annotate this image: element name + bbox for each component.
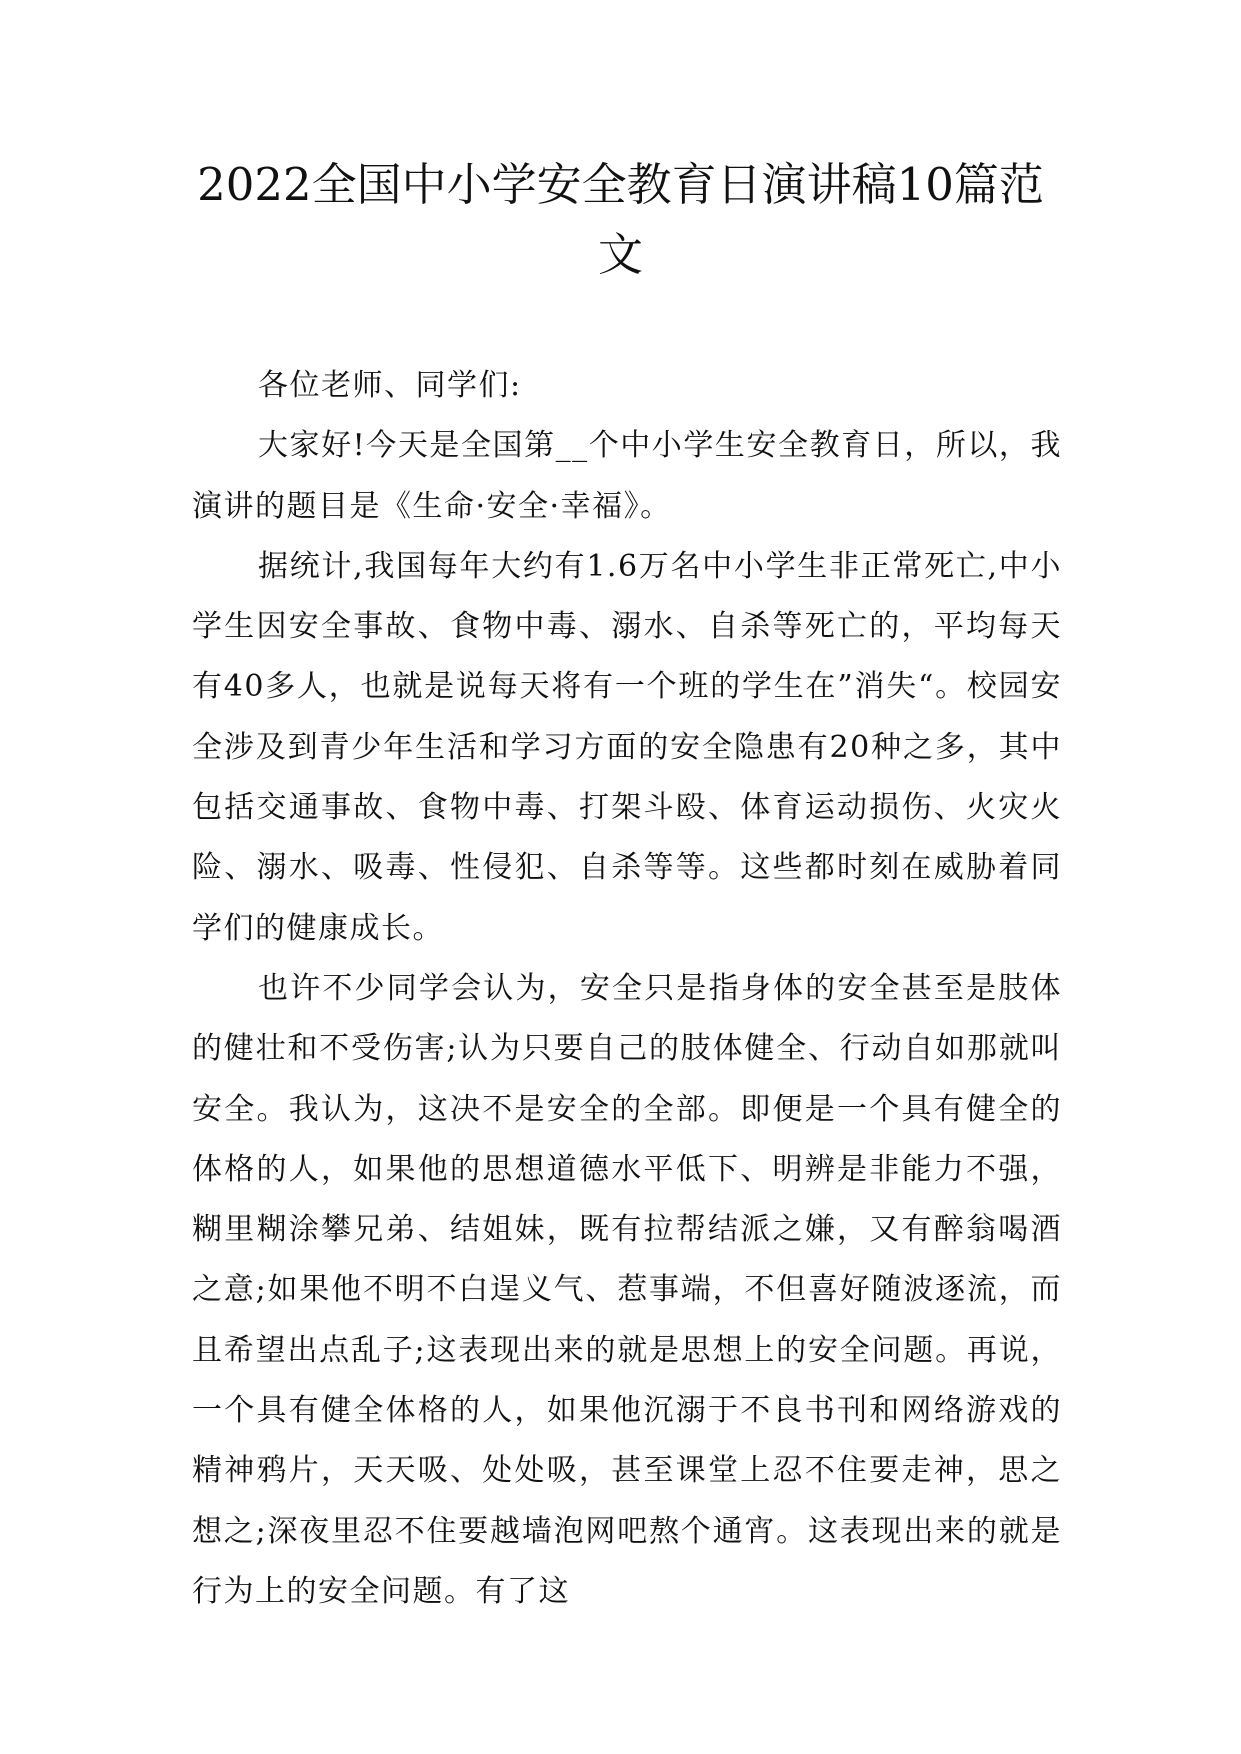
paragraph-safety-meaning: 也许不少同学会认为，安全只是指身体的安全甚至是肢体的健壮和不受伤害;认为只要自己的肢体健全、行动自如那就叫安全。我认为，这决不是安全的全部。即便是一个具有健全的体格的人，如果他的思想道德水平低下、明辨是非能力不强，糊里糊涂攀兄弟、结姐妹，既有拉帮结派之嫌，又有醉翁喝酒之意;如果他不明不白逞义气、惹事端，不但喜好随波逐流，而且希望出点乱子;这表现出来的就是思想上的安全问题。再说，一个具有健全体格的人，如果他沉溺于不良书刊和网络游戏的精神鸦片，天天吸、处处吸，甚至课堂上忍不住要走神，思之想之;深夜里忍不住要越墙泡网吧熬个通宵。这表现出来的就是行为上的安全问题。有了这 (192, 970, 1062, 1609)
document-title: 2022全国中小学安全教育日演讲稿10篇范文 (197, 158, 1044, 281)
paragraph-statistics: 据统计,我国每年大约有1.6万名中小学生非正常死亡,中小学生因安全事故、食物中毒、溺水、自杀等死亡的，平均每天有40多人，也就是说每天将有一个班的学生在”消失“。校园安全涉及到青少年生活和学习方面的安全隐患有20种之多，其中包括交通事故、食物中毒、打架斗殴、体育运动损伤、火灾火险、溺水、吸毒、性侵犯、自杀等等。这些都时刻在威胁着同学们的健康成长。 (192, 548, 1062, 946)
document-body (192, 356, 1062, 1622)
paragraph-salutation: 各位老师、同学们: (258, 368, 522, 403)
paragraph-greeting: 大家好!今天是全国第__个中小学生安全教育日，所以，我演讲的题目是《生命·安全·幸福》。 (192, 428, 1062, 524)
